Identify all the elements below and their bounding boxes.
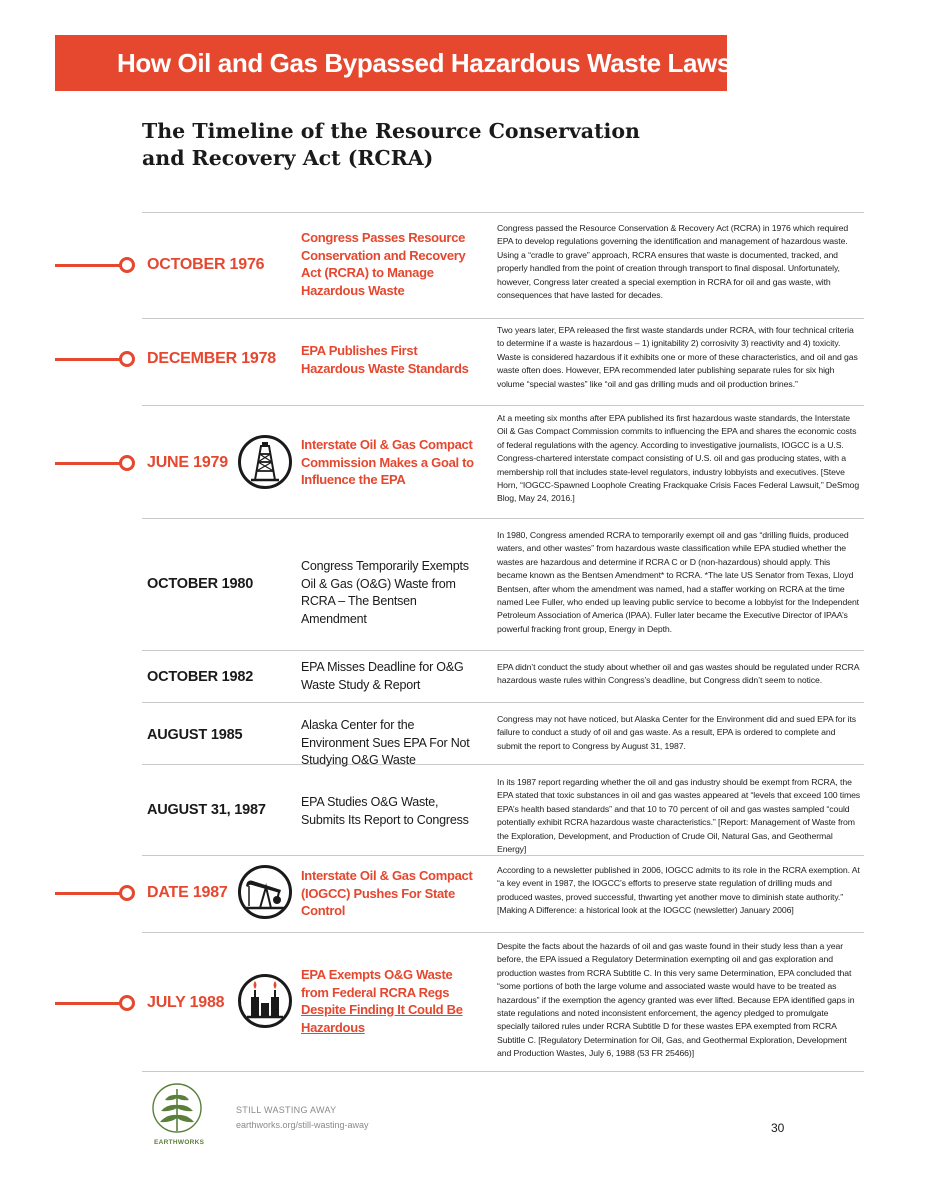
event-date: JUNE 1979 bbox=[147, 454, 228, 471]
row-divider bbox=[142, 318, 864, 319]
row-divider bbox=[142, 518, 864, 519]
page-title: How Oil and Gas Bypassed Hazardous Waste Laws bbox=[117, 47, 731, 78]
event-date: DECEMBER 1978 bbox=[147, 350, 277, 367]
subtitle-line-1: The Timeline of the Resource Conservation bbox=[142, 119, 640, 143]
logo-text: EARTHWORKS bbox=[154, 1139, 205, 1146]
event-heading: EPA Studies O&G Waste, Submits Its Report to Congress bbox=[301, 795, 469, 827]
event-body: Despite the facts about the hazards of oil and gas waste found in their study less than a year before, the EPA issued a Regulatory Determination exempting oil and gas exploration and production wastes from RCRA Subtitle C. In this very same Determination, EPA concluded that “some portions of both the large volume and associated waste would have to be treated as hazardous” if the exemption the agency granted was ever lifted. Because EPA identified gaps in state regulations and noted inconsistent enforcement, the agency pledged to promulgate specially tailored rules under RCRA Subtitle D for these wastes EPA exempted from RCRA Subtitle C. [Regulatory Determination for Oil, Gas, and Geothermal Exploration, Development and Production Wastes, July 6, 1988 (53 FR 25466)] bbox=[497, 941, 855, 1059]
timeline-marker bbox=[55, 885, 137, 901]
event-date: JULY 1988 bbox=[147, 994, 225, 1011]
report-url-link[interactable]: earthworks.org/still-wasting-away bbox=[236, 1120, 369, 1130]
event-heading-link[interactable]: Despite Finding It Could Be Hazardous bbox=[301, 1002, 463, 1035]
event-heading: EPA Misses Deadline for O&G Waste Study & Report bbox=[301, 660, 464, 692]
event-date: OCTOBER 1980 bbox=[147, 576, 254, 592]
event-heading: Congress Passes Resource Conservation and Recovery Act (RCRA) to Manage Hazardous Waste bbox=[301, 230, 466, 298]
report-title: STILL WASTING AWAY bbox=[236, 1105, 337, 1115]
row-divider bbox=[142, 650, 864, 651]
refinery-icon bbox=[237, 973, 293, 1029]
event-heading: Interstate Oil & Gas Compact (IOGCC) Pushes For State Control bbox=[301, 868, 473, 918]
event-body: In its 1987 report regarding whether the oil and gas industry should be exempt from RCRA, the EPA stated that toxic substances in oil and gas wastes appeared at “levels that exceed 100 times EPA’s health based standards” and that 10 to 70 percent of oil and gas wastes sampled “could potentially exhibit RCRA hazardous waste characteristics.” [Report: Management of Waste from the Exploration, Development, and Production of Crude Oil, Natural Gas, and Geothermal Energy] bbox=[497, 777, 861, 855]
event-heading: EPA Publishes First Hazardous Waste Standards bbox=[301, 343, 469, 376]
row-divider bbox=[142, 1071, 864, 1072]
row-divider bbox=[142, 764, 864, 765]
title-banner bbox=[55, 35, 731, 91]
event-date: DATE 1987 bbox=[147, 884, 228, 901]
timeline-subtitle bbox=[142, 118, 702, 172]
timeline-marker bbox=[55, 995, 137, 1011]
event-body: Congress may not have noticed, but Alaska Center for the Environment did and sued EPA for its failure to conduct a study of oil and gas waste. As a result, EPA is ordered to complete and submit the report to Congress by August 31, 1987. bbox=[497, 714, 856, 751]
event-body: In 1980, Congress amended RCRA to temporarily exempt oil and gas “drilling fluids, produced waters, and other wastes” from hazardous waste classification while EPA studied whether the wastes are hazardous and determine if RCRA C or D (non-hazardous) should apply. This became known as the Bentsen Amendment* to RCRA. *The late US Senator from Texas, Lloyd Bentsen, after whom the amendment was named, had a staffer working on RCRA at the time named Lee Fuller, who ended up leaving public service to become a lobbyist for the Independent Petroleum Association of America (IPAA). Fuller later became the Executive Director of IPAA’s powerful fracking front group, Energy in Depth. bbox=[497, 530, 859, 634]
row-divider bbox=[142, 932, 864, 933]
event-body: EPA didn’t conduct the study about whether oil and gas wastes should be regulated under RCRA hazardous waste rules within Congress’s deadline, but Congress didn’t seem to notice. bbox=[497, 662, 860, 686]
oil-derrick-icon bbox=[237, 434, 293, 490]
event-date: AUGUST 31, 1987 bbox=[147, 802, 266, 818]
event-heading bbox=[301, 966, 481, 1036]
event-heading: Congress Temporarily Exempts Oil & Gas (O&G) Waste from RCRA – The Bentsen Amendment bbox=[301, 559, 469, 626]
row-divider bbox=[142, 702, 864, 703]
event-date: OCTOBER 1982 bbox=[147, 669, 254, 685]
event-body: At a meeting six months after EPA published its first hazardous waste standards, the Interstate Oil & Gas Compact Commission commits to influencing the EPA and shares the economic costs of federal regulations with the agency. According to investigative journalists, IOGCC is a U.S. Congress-chartered interstate compact consisting of U.S. oil and gas producing states, with a membership roll that includes state-level regulators, industry lobbyists and executives. [Steve Horn, “IOGCC-Spawned Loophole Creating Frackquake Crisis Faces Federal Lawsuit,” DeSmog Blog, May 24, 2016.] bbox=[497, 413, 860, 504]
event-body: Congress passed the Resource Conservation & Recovery Act (RCRA) in 1976 which required EPA to develop regulations governing the identification and management of hazardous waste. Using a “cradle to grave” approach, RCRA ensures that waste is documented, tracked, and properly handled from the point of creation through transport to final disposal. Unfortunately, however, Congress later created a special exemption in RCRA for oil and gas waste, with consequences that have lasted for decades. bbox=[497, 223, 849, 301]
event-date: OCTOBER 1976 bbox=[147, 256, 265, 273]
page-number: 30 bbox=[771, 1121, 785, 1135]
event-heading: Alaska Center for the Environment Sues EPA For Not Studying O&G Waste bbox=[301, 718, 470, 767]
event-body: According to a newsletter published in 2006, IOGCC admits to its role in the RCRA exemption. At “a key event in 1987, the IOGCC’s efforts to preserve state regulation of drilling muds and produced wastes, proved successful, thwarting yet another move to diminish state authority.” [Making A Difference: a historical look at the IOGCC (newsletter) January 2006] bbox=[497, 865, 860, 916]
subtitle-line-2: and Recovery Act (RCRA) bbox=[142, 146, 434, 170]
row-divider bbox=[142, 405, 864, 406]
event-date: AUGUST 1985 bbox=[147, 727, 243, 743]
timeline-marker bbox=[55, 351, 137, 367]
timeline-marker bbox=[55, 257, 137, 273]
timeline-marker bbox=[55, 455, 137, 471]
event-heading-text: EPA Exempts O&G Waste from Federal RCRA Regs bbox=[301, 967, 453, 1000]
row-divider bbox=[142, 212, 864, 213]
event-heading: Interstate Oil & Gas Compact Commission Makes a Goal to Influence the EPA bbox=[301, 437, 474, 487]
pumpjack-icon bbox=[237, 864, 293, 920]
event-body: Two years later, EPA released the first waste standards under RCRA, with four technical criteria to determine if a waste is hazardous – 1) ignitability 2) corrosivity 3) reactivity and 4) toxicity. Waste is considered hazardous if it exhibits one or more of these characteristics, and oil and gas waste often does. However, EPA recommended later publishing separate rules for six high volume “special wastes” like “oil and gas drilling muds and oil production brines.” bbox=[497, 325, 858, 389]
